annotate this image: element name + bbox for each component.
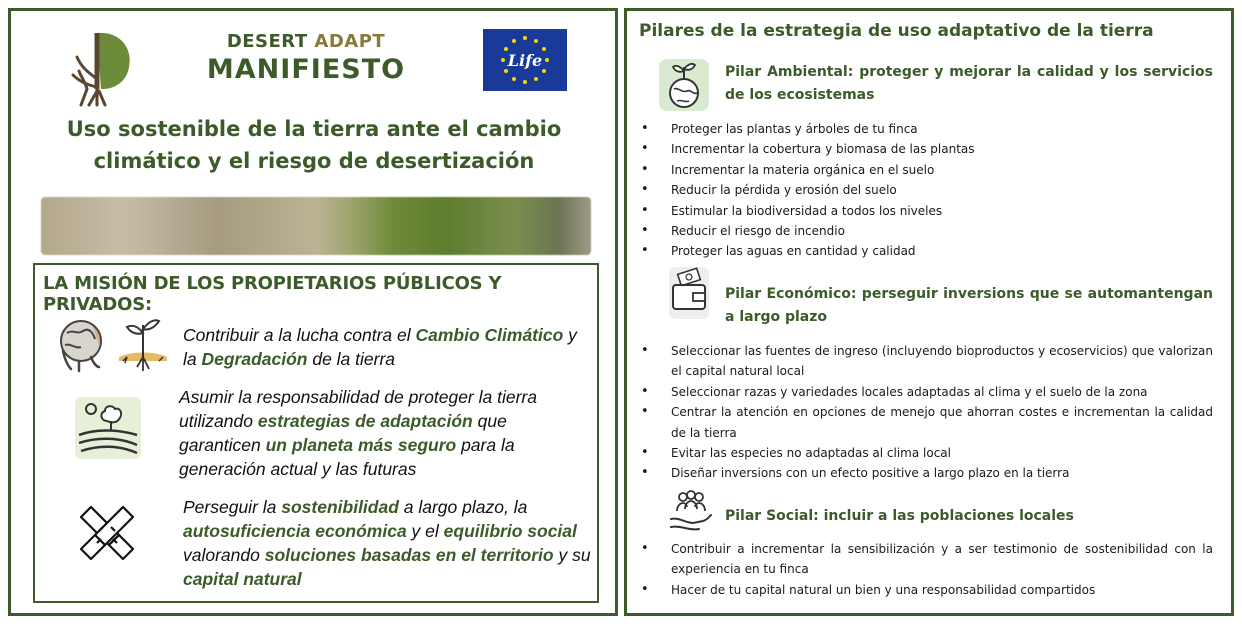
bullet-item: • Evitar las especies no adaptadas al clima local [639,443,1213,463]
mission-item-2 [179,385,589,481]
highlight-text: estrategias de adaptación [257,411,473,431]
dry-sprout-icon [115,311,171,373]
brand-block [201,31,411,85]
mission-text: valorando [183,545,265,565]
mission-item-3 [183,495,593,591]
brand-subtitle: DESERT ADAPT [226,31,386,52]
bullet-item: • Diseñar inversions con un efecto positive a largo plazo en la tierra [639,463,1213,483]
economic-bullet-list [639,341,1213,484]
highlight-text: Degradación [201,349,308,369]
mission-text: y el [406,521,444,541]
social-pillar-heading: Pilar Social: incluir a las poblaciones locales [725,508,1074,524]
bullet-item: • Incrementar la materia orgánica en el suelo [639,160,1213,180]
melting-earth-icon [53,317,109,373]
wallet-money-icon [667,265,711,321]
bullet-item: • Hacer de tu capital natural un bien y una responsabilidad compartidos [639,580,1213,600]
mission-text: que garanticen [179,411,507,455]
mission-text: y la [183,325,577,369]
bullet-item: • Incrementar la cobertura y biomasa de las plantas [639,139,1213,159]
eu-life-logo-icon [483,29,567,91]
highlight-text: soluciones basadas en el territorio [264,545,554,565]
mission-text: a largo plazo, la [398,497,528,517]
highlight-text: sostenibilidad [281,497,399,517]
mission-text: Perseguir la [183,497,282,517]
landscape-photo [41,197,591,255]
economic-pillar-heading: Pilar Económico: perseguir inversions que se automantengan a largo plazo [725,286,1213,325]
bullet-item: • Centrar la atención en opciones de menejo que ahorran costes e incrementan la calidad de la tierra [639,402,1213,443]
mission-title: LA MISIÓN DE LOS PROPIETARIOS PÚBLICOS Y PRIVADOS: [43,273,502,315]
brand-title: MANIFIESTO [206,54,406,85]
joined-hands-icon [75,503,139,563]
manifesto-panel [8,8,618,616]
highlight-text: un planeta más seguro [265,435,457,455]
environmental-pillar-heading: Pilar Ambiental: proteger y mejorar la calidad y los servicios de los ecosistemas [725,64,1213,103]
bullet-item: • Seleccionar las fuentes de ingreso (incluyendo bioproductos y ecoservicios) que valorizan el capital natural local [639,341,1213,382]
highlight-text: equilibrio social [443,521,577,541]
manifesto-title: Uso sostenible de la tierra ante el cambio climático y el riesgo de desertización [66,117,562,173]
social-bullet-list [639,539,1213,600]
bullet-item: • Reducir el riesgo de incendio [639,221,1213,241]
mission-box [33,263,599,603]
environmental-bullet-list [639,119,1213,262]
mission-text: para la generación actual y las futuras [179,435,515,479]
community-hand-icon [669,489,713,533]
highlight-text: capital natural [183,569,302,589]
bullet-item: • Reducir la pérdida y erosión del suelo [639,180,1213,200]
mission-item-1 [183,323,593,371]
mission-text: Asumir la responsabilidad de proteger la tierra utilizando [179,387,537,431]
pillars-panel [624,8,1234,616]
tree-logo-icon [67,27,135,107]
highlight-text: Cambio Climático [415,325,564,345]
highlight-text: autosuficiencia económica [183,521,407,541]
mission-text: de la tierra [307,349,396,369]
flag-label: Life [507,51,543,70]
landscape-tree-icon [73,395,143,461]
globe-sprout-icon [657,57,711,113]
bullet-item: • Proteger las aguas en cantidad y calidad [639,241,1213,261]
bullet-item: • Seleccionar razas y variedades locales adaptadas al clima y el suelo de la zona [639,382,1213,402]
bullet-item: • Contribuir a incrementar la sensibilización y a ser testimonio de sostenibilidad con la experiencia en tu finca [639,539,1213,580]
bullet-item: • Estimular la biodiversidad a todos los niveles [639,201,1213,221]
mission-text: Contribuir a la lucha contra el [183,325,416,345]
mission-text: y su [553,545,591,565]
bullet-item: • Proteger las plantas y árboles de tu finca [639,119,1213,139]
pillars-title: Pilares de la estrategia de uso adaptativo de la tierra [639,21,1154,41]
